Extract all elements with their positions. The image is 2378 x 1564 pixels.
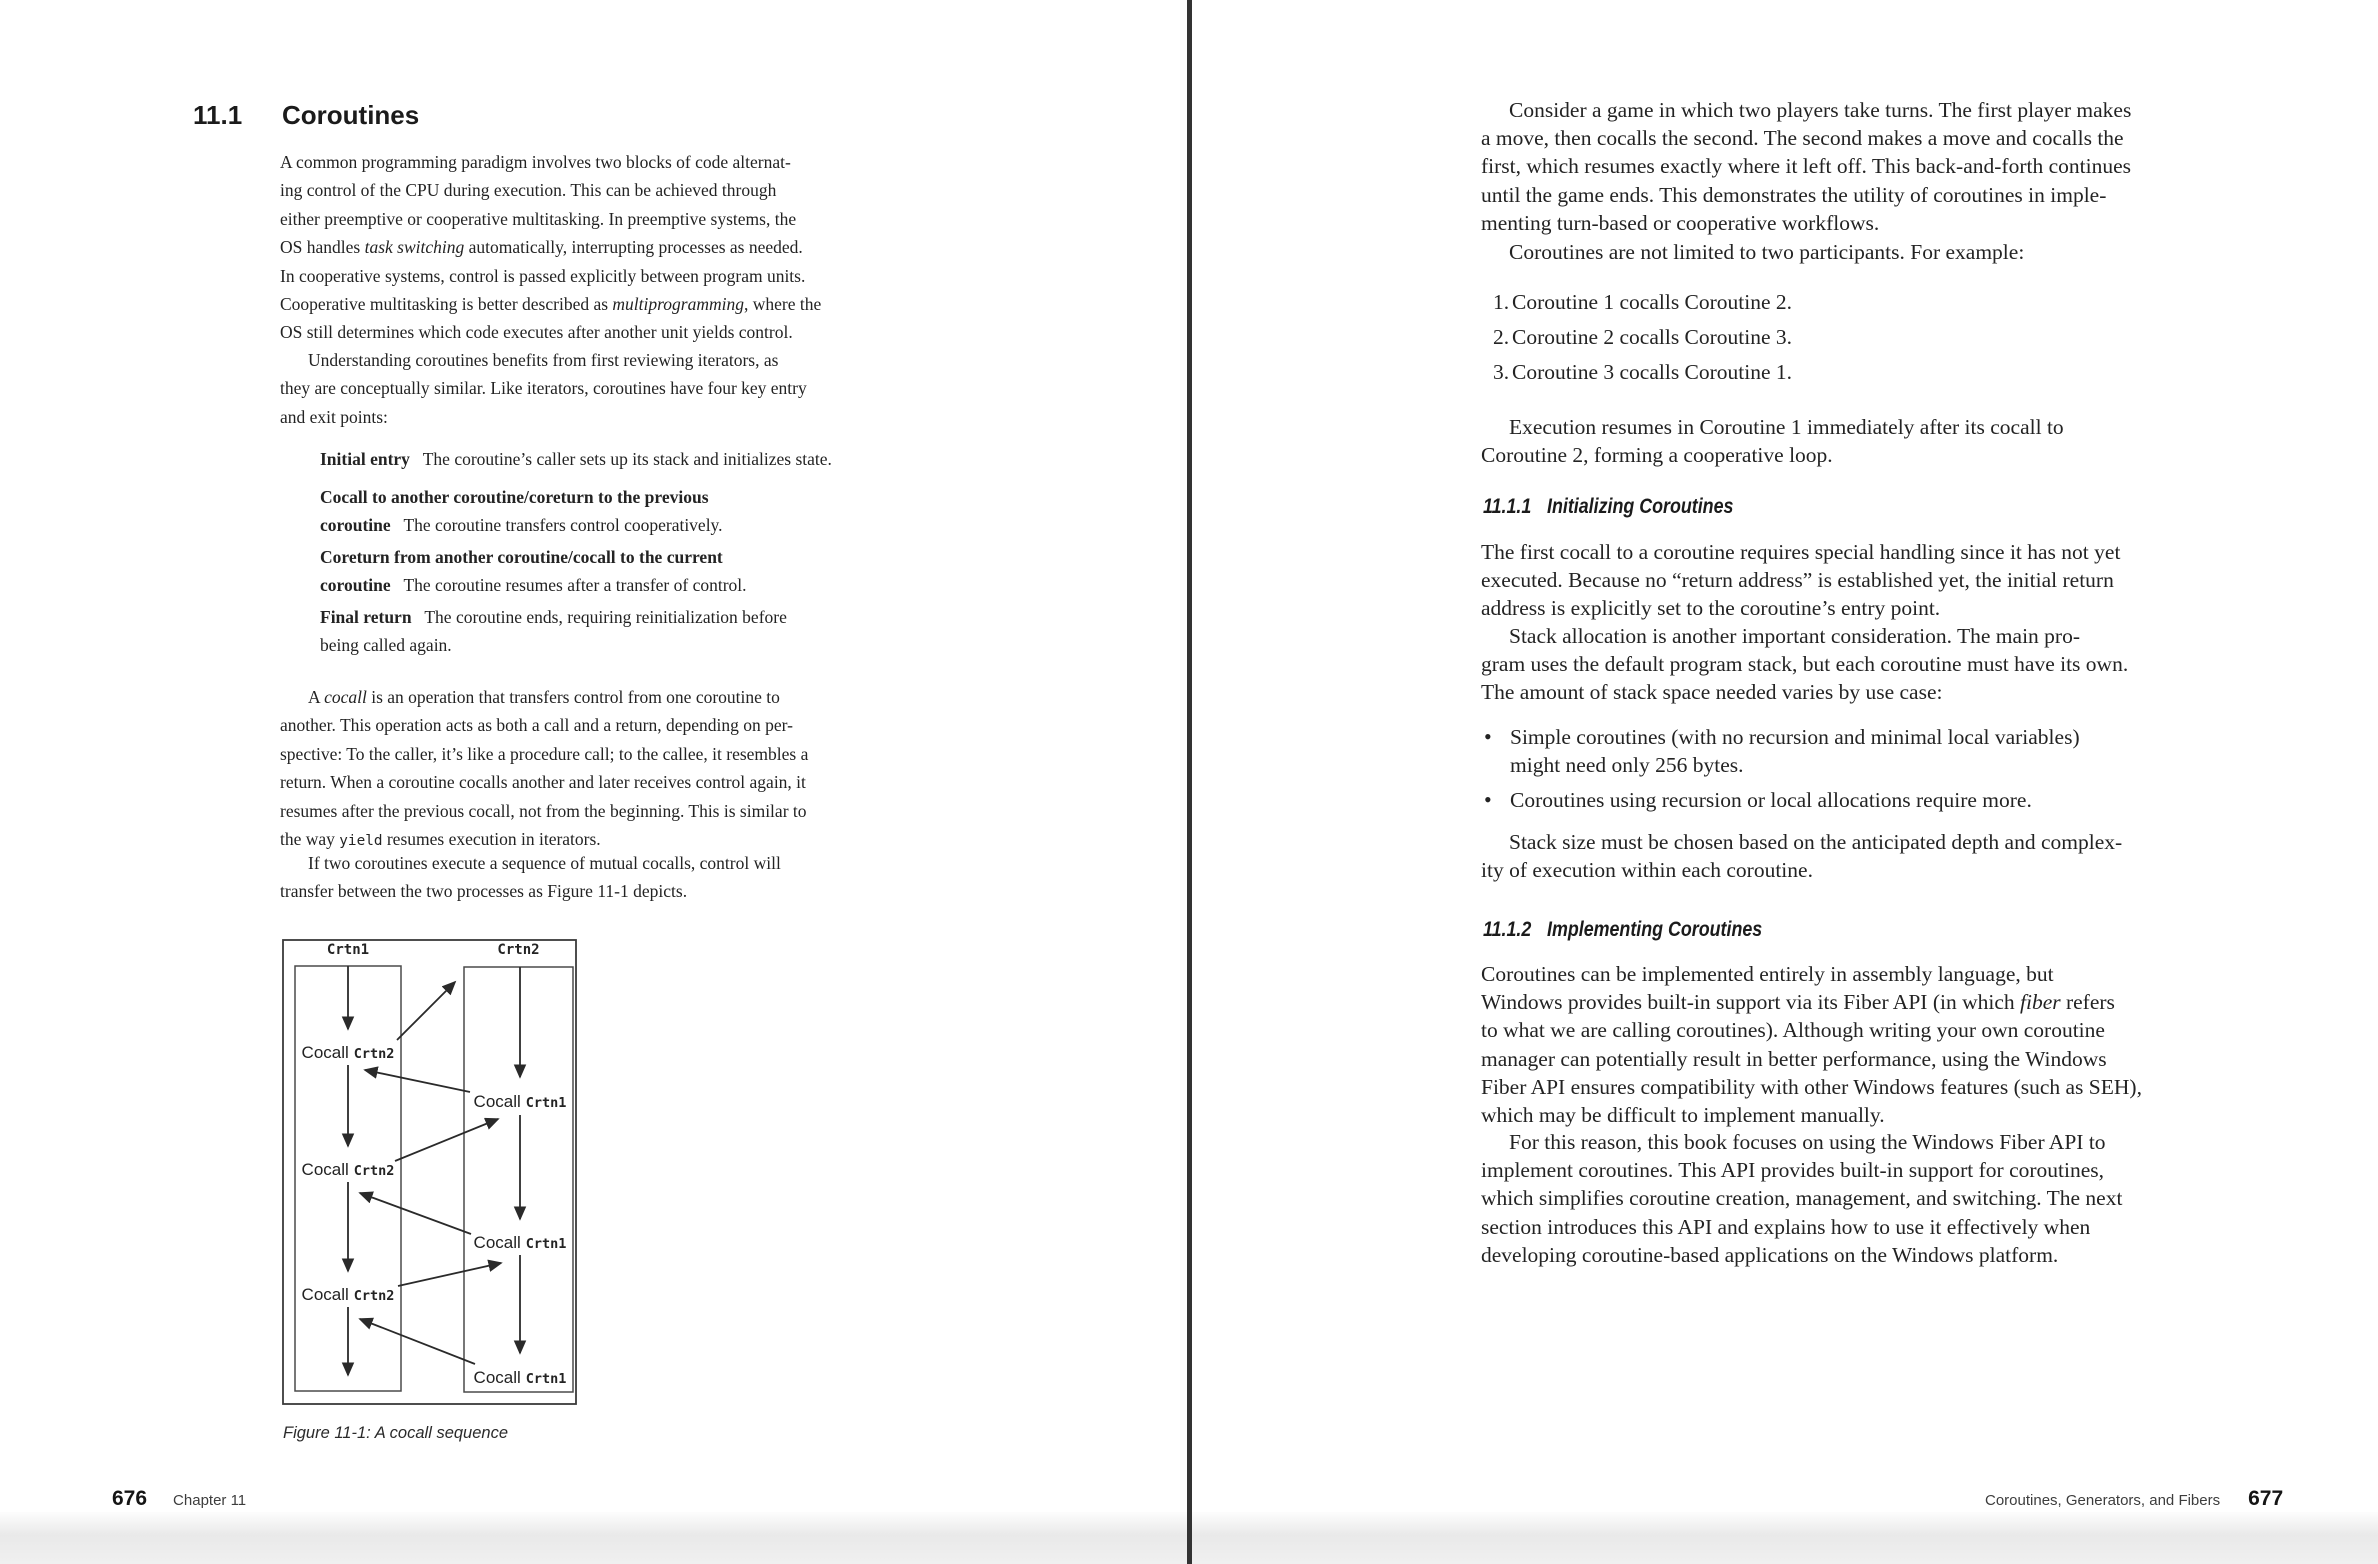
footer-chapter-label: Chapter 11	[173, 1492, 247, 1509]
cocall-verb: Cocall	[301, 1285, 349, 1304]
paragraph	[1481, 622, 2128, 707]
list-item	[1493, 358, 1792, 386]
text-line: Cooperative multitasking is better described as multiprogramming, where the	[280, 294, 822, 315]
text-line: until the game ends. This demonstrates the utility of coroutines in imple-	[1481, 182, 2107, 207]
text-line: might need only 256 bytes.	[1510, 753, 1744, 778]
text-line: Final return The coroutine ends, requiring reinitialization before	[320, 607, 787, 627]
text-line: transfer between the two processes as Figure 11-1 depicts.	[280, 881, 688, 902]
list-number: 3.	[1493, 360, 1510, 384]
cocall-target: Crtn2	[353, 1046, 395, 1062]
text-line: menting turn-based or cooperative workflows.	[1481, 210, 1880, 235]
paragraph	[1481, 960, 2142, 1129]
text-line: Coroutines using recursion or local allocations require more.	[1510, 788, 2032, 813]
text-line: Execution resumes in Coroutine 1 immediately after its cocall to	[1509, 415, 2064, 439]
text-line: they are conceptually similar. Like iterators, coroutines have four key entry	[280, 378, 807, 399]
text-line: Cocall to another coroutine/coreturn to the previous	[320, 487, 709, 507]
list-item	[1493, 323, 1792, 351]
list-item	[1493, 288, 1792, 316]
cocall-verb: Cocall	[301, 1043, 349, 1062]
text-line: coroutine The coroutine resumes after a transfer of control.	[320, 575, 747, 596]
figure-column-label: Crtn2	[497, 942, 540, 958]
text-line: which may be difficult to implement manually.	[1481, 1103, 1885, 1128]
footer-section-label: Coroutines, Generators, and Fibers	[1985, 1492, 2221, 1509]
text-line: gram uses the default program stack, but each coroutine must have its own.	[1481, 652, 2129, 677]
text-line: For this reason, this book focuses on using the Windows Fiber API to	[1509, 1130, 2106, 1154]
running-footer-right	[1985, 1487, 2283, 1511]
bullet-icon: •	[1484, 787, 1492, 813]
text-line: ity of execution within each coroutine.	[1481, 858, 1813, 883]
bullet-icon: •	[1484, 724, 1492, 749]
text-line: Coreturn from another coroutine/cocall to the current	[320, 547, 723, 567]
paragraph	[1481, 828, 2122, 884]
subsection-number: 11.1.1	[1483, 495, 1532, 518]
bullet-list	[1484, 723, 2080, 822]
text-line: to what we are calling coroutines). Although writing your own coroutine	[1481, 1018, 2105, 1043]
text-line: The amount of stack space needed varies by use case:	[1481, 680, 1943, 705]
text-line: coroutine The coroutine transfers control cooperatively.	[320, 515, 723, 536]
subsection-number: 11.1.2	[1483, 918, 1532, 941]
text-line: the way yield resumes execution in iterators.	[280, 829, 601, 850]
page-gutter-divider	[1187, 0, 1192, 1564]
list-item	[1484, 723, 2080, 779]
text-line: address is explicitly set to the coroutine’s entry point.	[1481, 596, 1941, 621]
text-line: section introduces this API and explains how to use it effectively when	[1481, 1214, 2091, 1239]
text-line: Stack size must be chosen based on the anticipated depth and complex-	[1509, 830, 2123, 854]
section-number: 11.1	[193, 100, 243, 130]
text-line: Windows provides built-in support via its Fiber API (in which fiber refers	[1481, 990, 2115, 1015]
text-line: Initial entry The coroutine’s caller sets up its stack and initializes state.	[320, 449, 832, 469]
subsection-title: Implementing Coroutines	[1547, 918, 1763, 941]
text-line: Coroutines can be implemented entirely in assembly language, but	[1481, 962, 2054, 986]
page-number: 677	[2248, 1487, 2284, 1510]
text-line: being called again.	[320, 635, 452, 656]
text-line: The first cocall to a coroutine requires special handling since it has not yet	[1481, 540, 2121, 564]
list-number: 1.	[1493, 290, 1510, 314]
text-line: Simple coroutines (with no recursion and minimal local variables)	[1510, 725, 2080, 749]
cocall-target: Crtn2	[353, 1163, 395, 1179]
text-line: Coroutine 2, forming a cooperative loop.	[1481, 443, 1833, 468]
paragraph	[1481, 238, 2024, 266]
bullet-text	[1510, 723, 2080, 779]
cocall-verb: Cocall	[473, 1092, 521, 1111]
text-line: Coroutines are not limited to two participants. For example:	[1509, 240, 2025, 264]
text-line: Consider a game in which two players take turns. The first player makes	[1509, 98, 2132, 122]
cocall-target: Crtn1	[525, 1095, 567, 1111]
text-line: OS still determines which code executes after another unit yields control.	[280, 322, 793, 343]
cocall-target: Crtn1	[525, 1371, 567, 1387]
list-item-text: Coroutine 2 cocalls Coroutine 3.	[1512, 325, 1793, 349]
text-line: a move, then cocalls the second. The second makes a move and cocalls the	[1481, 126, 2124, 151]
text-line: another. This operation acts as both a call and a return, depending on per-	[280, 715, 793, 736]
paragraph	[1481, 538, 2120, 623]
text-line: either preemptive or cooperative multitasking. In preemptive systems, the	[280, 208, 797, 229]
cocall-verb: Cocall	[473, 1233, 521, 1252]
bullet-text	[1510, 786, 2032, 814]
text-line: which simplifies coroutine creation, management, and switching. The next	[1481, 1186, 2123, 1211]
text-line: implement coroutines. This API provides built-in support for coroutines,	[1481, 1158, 2105, 1183]
list-number: 2.	[1493, 325, 1510, 349]
text-line: spective: To the caller, it’s like a procedure call; to the callee, it resembles a	[280, 743, 809, 764]
paragraph	[1481, 1128, 2122, 1269]
section-title: Coroutines	[282, 100, 420, 130]
cocall-target: Crtn1	[525, 1236, 567, 1252]
cocall-verb: Cocall	[473, 1368, 521, 1387]
cocall-target: Crtn2	[353, 1288, 395, 1304]
text-line: developing coroutine-based applications on the Windows platform.	[1481, 1242, 2059, 1267]
text-line: ing control of the CPU during execution. This can be achieved through	[280, 180, 777, 201]
text-line: A common programming paradigm involves two blocks of code alternat-	[280, 152, 791, 172]
list-item	[1484, 786, 2080, 814]
list-item-text: Coroutine 1 cocalls Coroutine 2.	[1512, 290, 1793, 314]
figure-column-label: Crtn1	[326, 942, 370, 958]
text-line: first, which resumes exactly where it left off. This back-and-forth continues	[1481, 154, 2131, 179]
paragraph	[1481, 96, 2131, 237]
text-line: In cooperative systems, control is passed explicitly between program units.	[280, 265, 806, 286]
text-line: Stack allocation is another important consideration. The main pro-	[1509, 624, 2080, 648]
text-line: Understanding coroutines benefits from first reviewing iterators, as	[308, 350, 779, 370]
text-line: resumes after the previous cocall, not from the beginning. This is similar to	[280, 800, 807, 821]
text-line: and exit points:	[280, 406, 388, 427]
text-line: A cocall is an operation that transfers control from one coroutine to	[308, 687, 780, 707]
list-item-text: Coroutine 3 cocalls Coroutine 1.	[1512, 360, 1793, 384]
text-line: If two coroutines execute a sequence of mutual cocalls, control will	[308, 853, 781, 873]
page-number: 676	[112, 1487, 148, 1510]
text-line: Fiber API ensures compatibility with other Windows features (such as SEH),	[1481, 1074, 2142, 1099]
paragraph	[1481, 413, 2064, 469]
subsection-title: Initializing Coroutines	[1547, 495, 1734, 518]
text-line: manager can potentially result in better performance, using the Windows	[1481, 1046, 2107, 1071]
text-line: executed. Because no “return address” is established yet, the initial return	[1481, 568, 2114, 593]
figure-caption: Figure 11-1: A cocall sequence	[283, 1424, 509, 1442]
text-line: OS handles task switching automatically, interrupting processes as needed.	[280, 237, 803, 258]
text-line: return. When a coroutine cocalls another and later receives control again, it	[280, 772, 806, 793]
ordered-list	[1493, 288, 1792, 393]
cocall-verb: Cocall	[301, 1160, 349, 1179]
